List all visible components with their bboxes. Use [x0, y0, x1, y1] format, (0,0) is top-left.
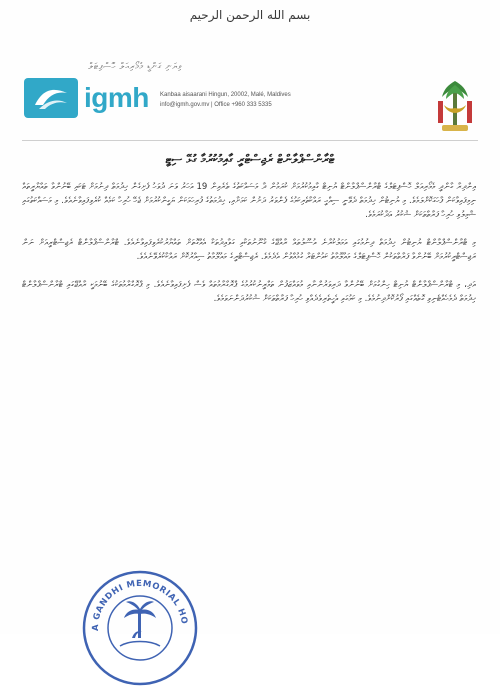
letter-title: ޓްރާންސްޕްލާންޓް ރެޖިސްޓްރީ ގާއިމުކުރުމާ ގުޅޭ ސިޓީ [165, 152, 335, 166]
contact-block [160, 90, 291, 110]
svg-text:INDIRA GANDHI MEMORIAL HOSPITA [80, 566, 189, 631]
paragraph: މި ޓްރާންސްޕްލާންޓް ޔުނިޓުން ޚިދުމަތް ދިނުމުގައި އަމަލުކުރާނެ އުސޫލުތައް ރާއްޖޭގެ ޤާނޫނުތަކާއި ގަވާއިދުތަކާ އެއްގޮތަށް ތައްޔާރުކުރެވިފައިވާނެއެވެ. ޓްރާންސްޕްލާންޓް ރެޖިސްޓްރީއަށް ނަން ރަޖިސްޓްރީކުރުމަށް ބޭނުންވާ ފަރާތްތަކުން ހޮސްޕިޓަލްގެ މައުލޫމާތު ކައުންޓަރާ ގުޅުއްވުން އެދެމެވެ. ރެޖިސްޓްރީގެ މައުލޫމާތު ސިއްރުކޮށް ރައްކާކުރެވޭނެއެވެ. [22, 238, 476, 262]
hospital-stamp [80, 566, 200, 686]
contact-line: info@igmh.gov.mv | Office +960 333 5335 [160, 102, 272, 108]
letter-body [22, 180, 476, 320]
stamp-text: A GANDHI MEMORIAL HO [90, 578, 189, 632]
organization-name-dhivehi: ވިޔަނި ގަންޑީ މެމޯރިއަލް ހޮސްޕިޓަލް [88, 62, 183, 72]
address-line: Kanbaa aisaarani Hingun, 20002, Malé, Maldives [160, 92, 291, 98]
logo-wordmark: igmh [84, 82, 149, 113]
logo-wave-icon [24, 78, 78, 118]
paragraph: އިންދިރާ ގާންދީ މެމޯރިއަލް ހޮސްޕިޓަލްގެ ޓްރާންސްޕްލާންޓް ޔުނިޓް ގާއިމުކުރުމަށް ކުރަމުން ދާ މަސައްކަތުގެ ތެރެއިން 19 އަހަރު ވަނަ ދުވަހު ފެށިގެން ޚިދުމަތް ދިނުމަށް ޓަކައި ބޭނުންވާ ތައްޔާރީތައް ނިމިފައިވާކަން ފާހަގަކޮށްލަމެވެ. މި ޔުނިޓުން ޚިދުމަތް ދެވޭނީ ސިއްޙީ ރައްކާތެރިކަމުގެ ފެންވަރު ދަށުން ކަމަށާއި، ޚިދުމަތުގެ ފުރިހަމަކަން ޔަގީންކުރުމަށް ޖެހޭ ހުރިހާ ކަމެއް ކުރެވިފައިވާނެއެވެ. މި މަސައްކަތުގައި ޝާމިލުވި ހުރިހާ ފަރާތްތަކަށް ޝުކުރު އަދާކުރަމެވެ. [22, 182, 476, 220]
igmh-logo [24, 78, 149, 118]
bismillah-header: بسم الله الرحمن الرحيم [189, 8, 311, 22]
palm-tree-icon [124, 601, 156, 638]
state-emblem-icon [432, 75, 478, 137]
paragraph: އަދި، މި ޓްރާންސްޕްލާންޓް ޔުނިޓް ހިންގުމަށް ބޭނުންވާ ދަރިވަރުންނާއި މުވައްޒަފުން ތަމްރީނުކުރުމުގެ ޕްރޮގްރާމުތައް ވެސް ފެށިފައިވާނެއެވެ. މި ޕްރޮގްރާމުތަކުގެ ބޭނުމަކީ ރާއްޖޭގައި ޓްރާންސްޕްލާންޓް ޚިދުމަތް ދެމެހެއްޓެނިވި ގޮތެއްގައި ފޯރުކޮށްދިނުމެވެ. މި ކަމުގައި އެހީތެރިވެދެއްވި ހުރިހާ ފަރާތްތަކަށް ޝުކުރުދަންނަވަމެވެ. [22, 280, 476, 304]
header-divider [22, 140, 478, 141]
